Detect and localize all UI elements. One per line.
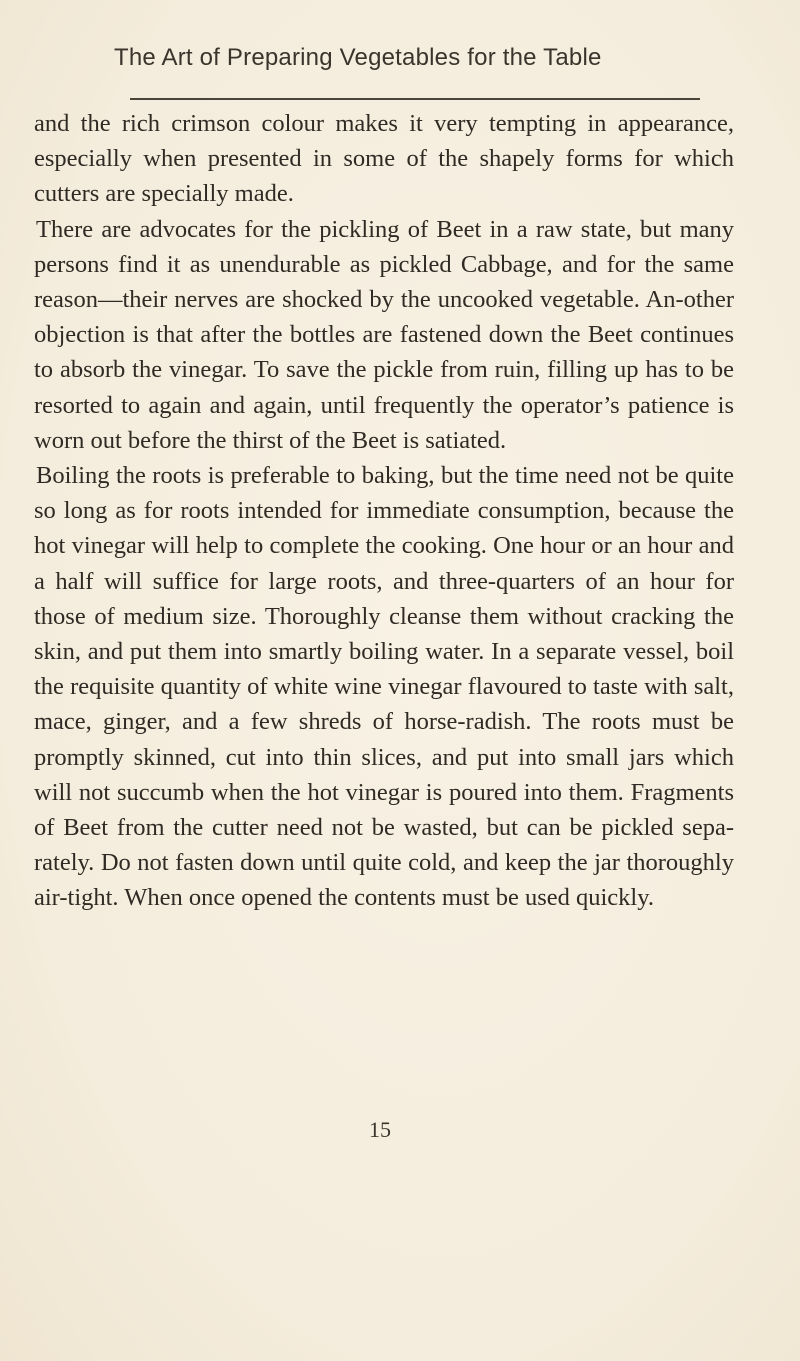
running-head-title: The Art of Preparing Vegetables for the Table: [114, 44, 602, 71]
paragraph: There are advocates for the pickling of Beet in a raw state, but many persons find it as unendurable as pickled Cabbage, and for the same reason—their nerves are shocked by the uncooked vegetable. An-other objection is that after the bottles are fastened down the Beet continues to absorb the vinegar. To save the pickle from ruin, filling up has to be resorted to again and again, until frequently the operator’s patience is worn out before the thirst of the Beet is satiated.: [34, 215, 734, 454]
header-rule: [130, 98, 700, 100]
paragraph: Boiling the roots is preferable to baking, but the time need not be quite so long as for roots intended for immediate consumption, because the hot vinegar will help to complete the cooking. One hour or an hour and a half will suffice for large roots, and three-quarters of an hour for those of medium size. Thoroughly cleanse them without cracking the skin, and put them into smartly boiling water. In a separate vessel, boil the requisite quantity of white wine vinegar flavoured to taste with salt, mace, ginger, and a few shreds of horse-radish. The roots must be promptly skinned, cut into thin slices, and put into small jars which will not succumb when the hot vinegar is poured into them. Fragments of Beet from the cutter need not be wasted, but can be pickled sepa-rately. Do not fasten down until quite cold, and keep the jar thoroughly air-tight. When once opened the contents must be used quickly.: [34, 462, 734, 912]
page-number: 15: [369, 1117, 391, 1142]
body-text: [34, 106, 734, 916]
paragraph: and the rich crimson colour makes it very tempting in appearance, especially when presented in some of the shapely forms for which cutters are specially made.: [34, 110, 734, 208]
